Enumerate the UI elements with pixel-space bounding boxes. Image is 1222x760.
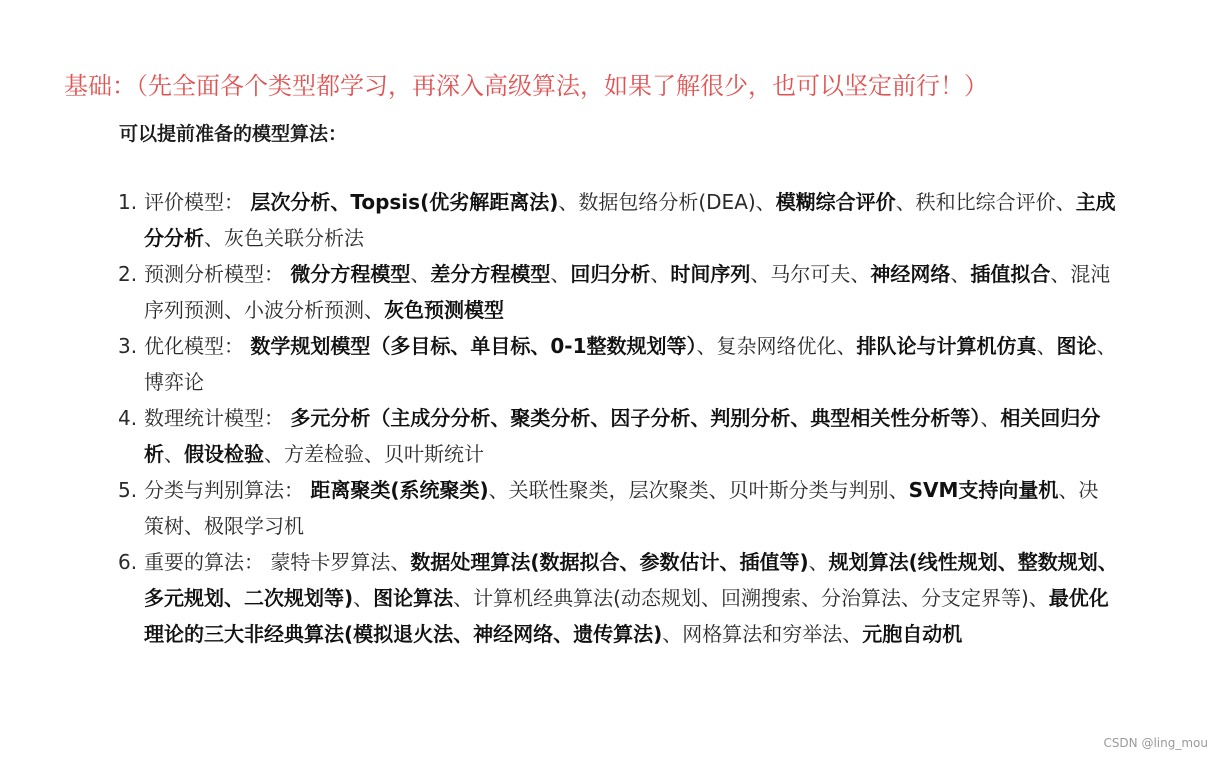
bold-text-run: 差分方程模型 [430,262,551,286]
list-item [118,328,1118,400]
bold-text-run: 神经网络 [870,262,951,286]
text-run: 、 [1036,334,1057,358]
list-item-number: 5. [118,478,138,502]
list-item [118,256,1118,328]
text-run: 预测分析模型： [144,262,291,286]
bold-text-run: 规划算法(线性规划、整数规划、多元规划、二次规划等) [144,550,1118,610]
text-run: 、方差检验、贝叶斯统计 [264,442,484,466]
bold-text-run: 微分方程模型 [290,262,411,286]
text-run: 重要的算法： 蒙特卡罗算法、 [144,550,411,574]
list-item [118,400,1118,472]
text-run: 、计算机经典算法(动态规划、回溯搜索、分治算法、分支定界等)、 [453,586,1049,610]
bold-text-run: 相关回归分析 [144,406,1101,466]
bold-text-run: 假设检验 [184,442,264,466]
bold-text-run: 图论算法 [373,586,454,610]
bold-text-run: 灰色预测模型 [384,298,504,322]
bold-text-run: 主成分分析 [144,190,1116,250]
text-run: 、数据包络分析(DEA)、 [558,190,776,214]
text-run: 、秩和比综合评价、 [895,190,1076,214]
bold-text-run: 插值拟合 [970,262,1051,286]
text-run: 、 [950,262,971,286]
list-item-number: 2. [118,262,138,286]
text-run: 、 [550,262,571,286]
text-run: 、网格算法和穷举法、 [662,622,863,646]
csdn-watermark: CSDN @ling_mou [1103,736,1208,750]
text-run: 、复杂网络优化、 [696,334,857,358]
text-run: 、 [980,406,1001,430]
text-run: 分类与判别算法： [144,478,311,502]
list-item-number: 1. [118,190,138,214]
text-run: 、马尔可夫、 [750,262,871,286]
bold-text-run: 距离聚类(系统聚类) [310,478,489,502]
list-item-number: 4. [118,406,138,430]
list-item-number: 6. [118,550,138,574]
bold-text-run: 回归分析 [570,262,651,286]
text-run: 数理统计模型： [144,406,291,430]
bold-text-run: 模糊综合评价 [775,190,896,214]
list-item [118,472,1118,544]
bold-text-run: 图论 [1056,334,1097,358]
bold-text-run: 排队论与计算机仿真 [856,334,1037,358]
bold-text-run: 时间序列 [670,262,751,286]
bold-text-run: 层次分析、Topsis(优劣解距离法) [250,190,559,214]
page-heading: 基础：（先全面各个类型都学习，再深入高级算法，如果了解很少，也可以坚定前行！） [64,72,988,100]
text-run: 、 [164,442,184,466]
text-run: 评价模型： [144,190,251,214]
bold-text-run: 数据处理算法(数据拟合、参数估计、插值等) [410,550,809,574]
bold-text-run: 数学规划模型（多目标、单目标、0-1整数规划等） [250,334,697,358]
text-run: 、灰色关联分析法 [204,226,364,250]
list-item [118,184,1118,256]
text-run: 、 [353,586,374,610]
text-run: 优化模型： [144,334,251,358]
bold-text-run: 元胞自动机 [862,622,963,646]
text-run: 、 [650,262,671,286]
algorithm-list [118,184,1118,652]
text-run: 、关联性聚类，层次聚类、贝叶斯分类与判别、 [488,478,909,502]
text-run: 、决策树、极限学习机 [144,478,1099,538]
text-run: 、 [410,262,431,286]
list-item [118,544,1118,652]
text-run: 、博弈论 [144,334,1117,394]
bold-text-run: SVM支持向量机 [908,478,1059,502]
section-subheading: 可以提前准备的模型算法： [119,123,348,145]
text-run: 、 [808,550,829,574]
bold-text-run: 最优化理论的三大非经典算法(模拟退火法、神经网络、遗传算法) [144,586,1109,646]
text-run: 、混沌序列预测、小波分析预测、 [144,262,1111,322]
list-item-number: 3. [118,334,138,358]
bold-text-run: 多元分析（主成分分析、聚类分析、因子分析、判别分析、典型相关性分析等） [290,406,981,430]
